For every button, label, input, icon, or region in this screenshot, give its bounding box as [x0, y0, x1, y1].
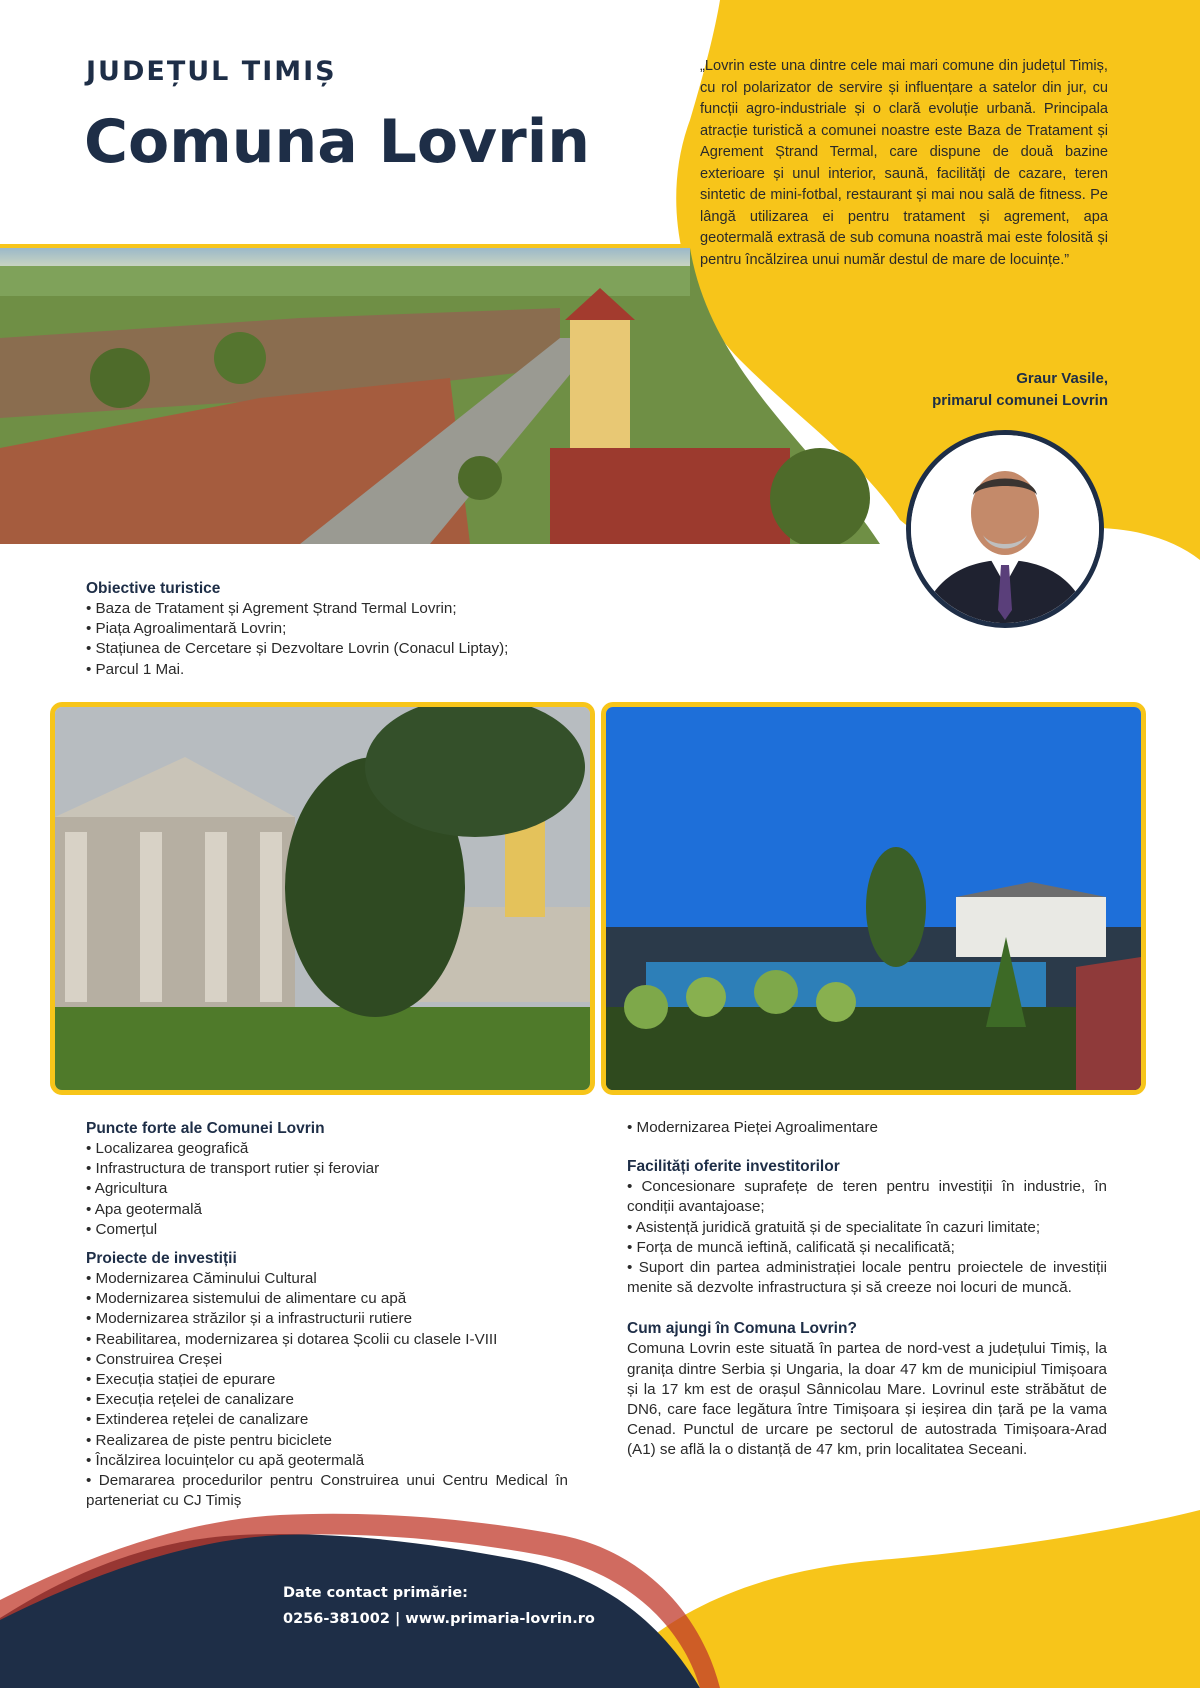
- list-item: • Forța de muncă ieftină, calificată și necalificată;: [627, 1238, 1107, 1258]
- list-item: • Modernizarea Pieței Agroalimentare: [627, 1118, 1107, 1138]
- list-item: • Suport din partea administrației locale pentru proiectele de investiții menite să dezvolte infrastructura și să creeze noi locuri de muncă.: [627, 1258, 1107, 1298]
- thermal-pool-photo: [601, 702, 1146, 1095]
- county-heading: JUDEȚUL TIMIȘ: [86, 56, 337, 87]
- list-item: • Extinderea rețelei de canalizare: [86, 1410, 568, 1430]
- contact-label: Date contact primărie:: [283, 1585, 468, 1601]
- mayor-portrait: [906, 430, 1104, 628]
- directions-title: Cum ajungi în Comuna Lovrin?: [627, 1320, 857, 1338]
- list-item: • Demararea procedurilor pentru Construirea unui Centru Medical în parteneriat cu CJ Timiș: [86, 1471, 568, 1511]
- strengths-list: [86, 1139, 568, 1240]
- quote-author-name: Graur Vasile,: [1016, 370, 1108, 387]
- list-item: • Execuția rețelei de canalizare: [86, 1390, 568, 1410]
- page-title: Comuna Lovrin: [84, 107, 591, 177]
- list-item: • Modernizarea Căminului Cultural: [86, 1269, 568, 1289]
- contact-details[interactable]: 0256-381002 | www.primaria-lovrin.ro: [283, 1611, 595, 1627]
- investors-list: [627, 1177, 1107, 1298]
- list-item: • Asistență juridică gratuită și de specialitate în cazuri limitate;: [627, 1218, 1107, 1238]
- list-item: • Stațiunea de Cercetare și Dezvoltare Lovrin (Conacul Liptay);: [86, 639, 686, 659]
- right-column: [627, 1118, 1107, 1461]
- list-item: • Baza de Tratament și Agrement Ștrand Termal Lovrin;: [86, 599, 686, 619]
- list-item: • Modernizarea străzilor și a infrastructurii rutiere: [86, 1309, 568, 1329]
- aerial-town-photo: [0, 248, 880, 544]
- list-item: • Infrastructura de transport rutier și feroviar: [86, 1159, 568, 1179]
- list-item: • Încălzirea locuințelor cu apă geotermală: [86, 1451, 568, 1471]
- list-item: • Execuția stației de epurare: [86, 1370, 568, 1390]
- list-item: • Modernizarea sistemului de alimentare cu apă: [86, 1289, 568, 1309]
- left-column: [86, 1118, 568, 1511]
- projects-list: [86, 1269, 568, 1511]
- manor-photo: [50, 702, 595, 1095]
- mayor-quote: „Lovrin este una dintre cele mai mari comune din județul Timiș, cu rol polarizator de servire și influențare a satelor din jur, cu funcții agro-industriale și o clară evoluție urbană. Principala atracție turistică a comunei noastre este Baza de Tratament și Agrement Ștrand Termal, care dispune de două bazine exterioare și unul interior, saună, facilități de cazare, teren sintetic de mini-fotbal, restaurant și mai nou sală de fitness. Pe lângă utilizarea ei pentru tratament și agrement, apa geotermală extrasă de sub comuna noastră mai este folosită și pentru încălzirea unui număr destul de mare de locuințe.”: [700, 58, 1108, 268]
- list-item: • Localizarea geografică: [86, 1139, 568, 1159]
- list-item: • Reabilitarea, modernizarea și dotarea Școlii cu clasele I-VIII: [86, 1330, 568, 1350]
- list-item: • Realizarea de piste pentru biciclete: [86, 1431, 568, 1451]
- tourism-list: [86, 599, 686, 680]
- list-item: • Comerțul: [86, 1220, 568, 1240]
- tourism-section: [86, 578, 686, 680]
- list-item: • Concesionare suprafețe de teren pentru investiții în industrie, în condiții avantajoase;: [627, 1177, 1107, 1217]
- list-item: • Parcul 1 Mai.: [86, 660, 686, 680]
- list-item: • Apa geotermală: [86, 1200, 568, 1220]
- list-item: • Agricultura: [86, 1179, 568, 1199]
- list-item: • Construirea Creșei: [86, 1350, 568, 1370]
- directions-text: Comuna Lovrin este situată în partea de nord-vest a județului Timiș, la granița dintre Serbia și Ungaria, la doar 47 km de municipiul Timișoara și la 17 km est de orașul Sânnicolau Mare. Lovrinul este străbătut de DN6, care face legătura între Timișoara și ieșirea din țară pe la vama Cenad. Punctul de urcare pe sectorul de autostrada Timișoara-Arad (A1) se află la o distanță de 47 km, prin localitatea Seceani.: [627, 1340, 1107, 1459]
- strengths-title: Puncte forte ale Comunei Lovrin: [86, 1120, 325, 1137]
- projects-list-continued: [627, 1118, 1107, 1138]
- quote-author-role: primarul comunei Lovrin: [932, 392, 1108, 409]
- contact-block: [283, 1580, 595, 1632]
- list-item: • Piața Agroalimentară Lovrin;: [86, 619, 686, 639]
- projects-title: Proiecte de investiții: [86, 1250, 237, 1268]
- tourism-title: Obiective turistice: [86, 580, 221, 597]
- investors-title: Facilități oferite investitorilor: [627, 1158, 840, 1176]
